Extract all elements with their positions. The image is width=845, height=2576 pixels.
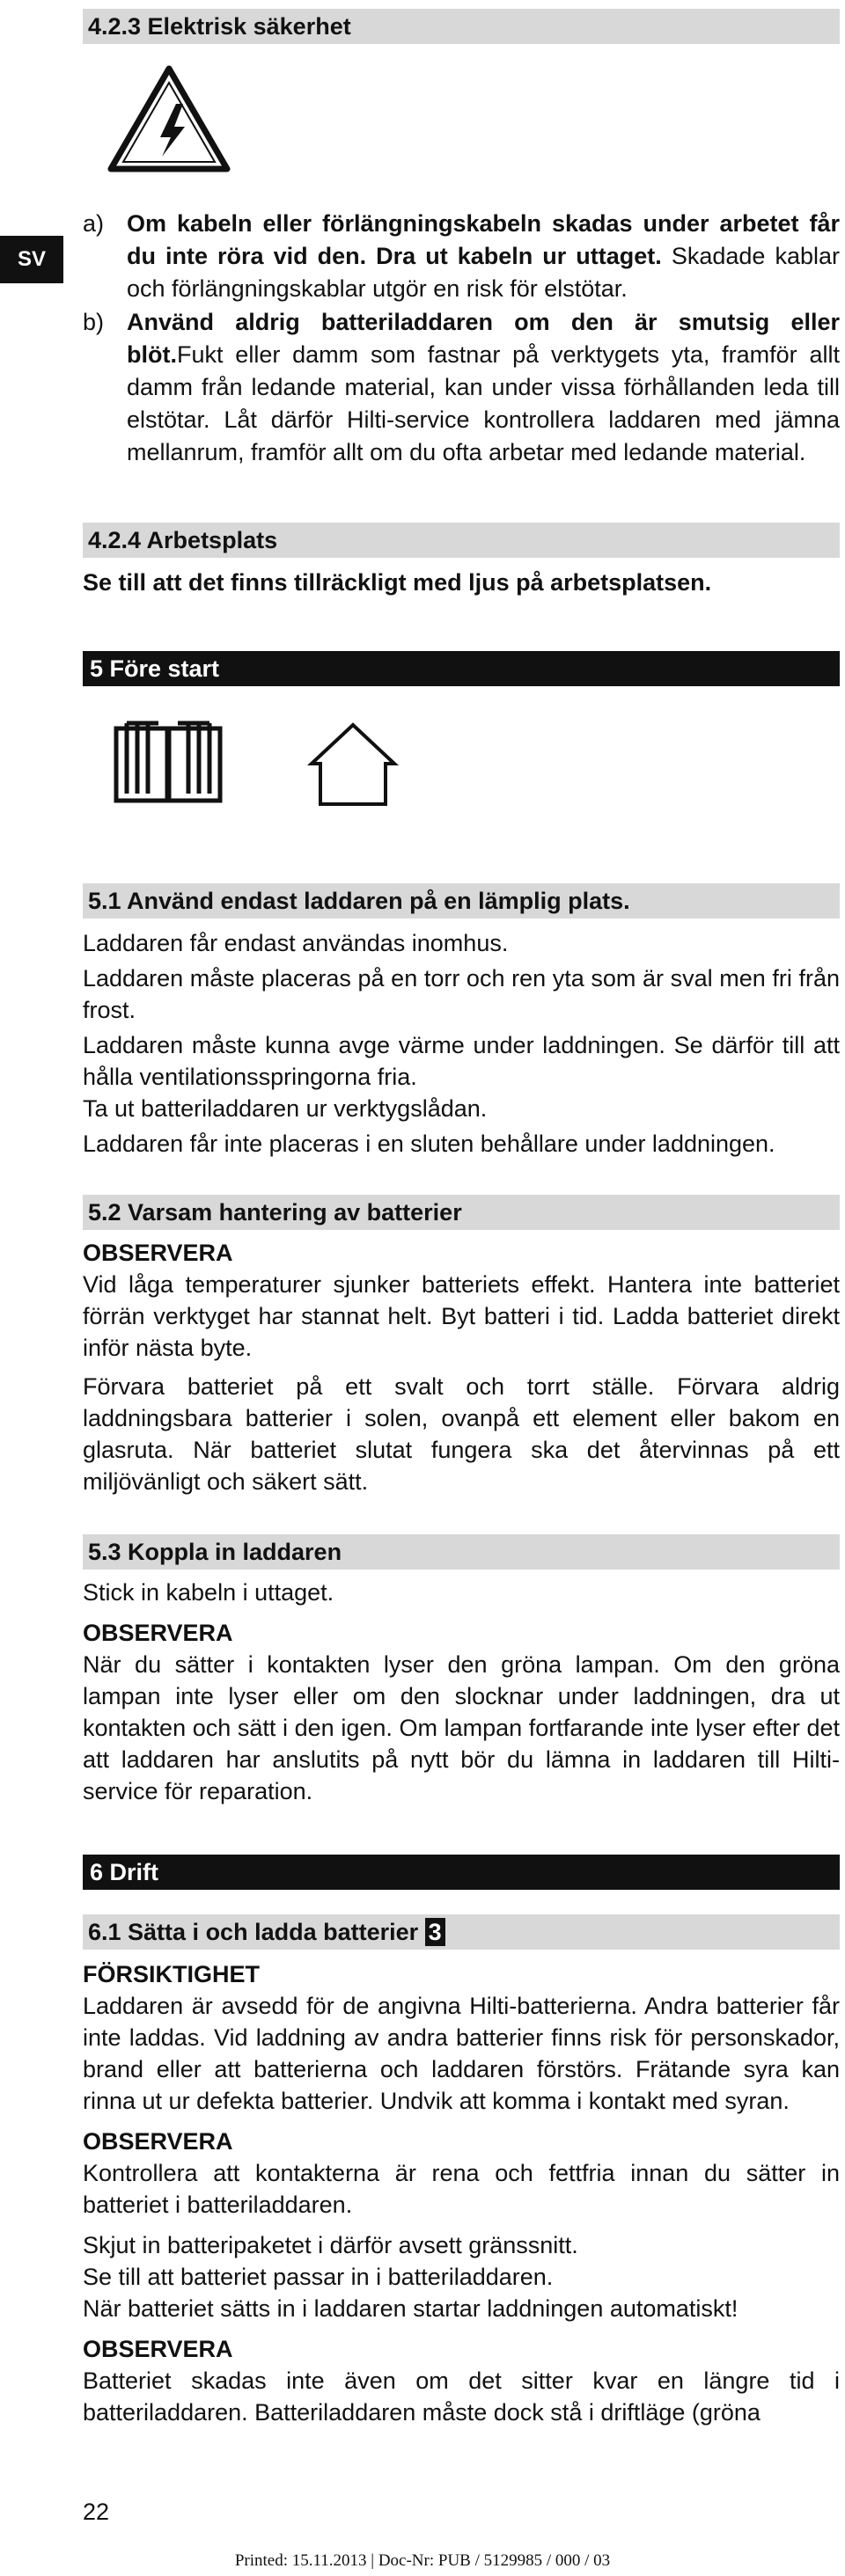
list-body bbox=[127, 208, 840, 305]
caution-title: FÖRSIKTIGHET bbox=[83, 1961, 260, 1987]
list-item-b bbox=[83, 306, 840, 469]
note-title: OBSERVERA bbox=[83, 2128, 233, 2155]
step: Se till att batteriet passar in i batteriladdaren. bbox=[83, 2264, 554, 2290]
list-text: Skadade kablar och förlängningskablar utgör en risk för elstötar. bbox=[127, 243, 840, 302]
chapter-6-heading: 6 Drift bbox=[83, 1855, 840, 1890]
section-6-1-body bbox=[83, 1958, 840, 2428]
step: När batteriet sätts in i laddaren startar laddningen automatiskt! bbox=[83, 2295, 738, 2322]
note-title: OBSERVERA bbox=[83, 2336, 233, 2362]
list-item-a bbox=[83, 208, 840, 305]
section-6-1-heading bbox=[83, 1914, 840, 1950]
paragraph: Laddaren får endast användas inomhus. bbox=[83, 930, 509, 956]
list-text: Fukt eller damm som fastnar på verktygets yta, framför allt damm från ledande material, kan under vissa förhållanden leda till elstötar. Låt därför Hilti-service kontrollera laddaren med jämna mellanrum, framför allt om du ofta arbetar med ledande material. bbox=[127, 341, 840, 465]
electrical-hazard-warning-icon bbox=[107, 65, 231, 172]
paragraph: Laddaren är avsedd för de angivna Hilti-batterierna. Andra batterier får inte laddas. Vid laddning av andra batterier finns risk för personskador, brand eller att batterierna och laddaren förstörs. Frätande syra kan rinna ut ur defekta batterier. Undvik att komma i kontakt med syran. bbox=[83, 1993, 840, 2114]
paragraph: Stick in kabeln i uttaget. bbox=[83, 1579, 334, 1606]
paragraph: Kontrollera att kontakterna är rena och fettfria innan du sätter in batteriet i batteriladdaren. bbox=[83, 2160, 840, 2218]
section-4-2-3-heading: 4.2.3 Elektrisk säkerhet bbox=[83, 9, 840, 44]
list-label: a) bbox=[83, 210, 105, 237]
paragraph: När du sätter i kontakten lyser den gröna lampan. Om den gröna lampan inte lyser eller om den slocknar under laddningen, dra ut kontakten och sätt i den igen. Om lampan fortfarande inte lyser efter det att laddaren har anslutits på nytt bör du lämna in laddaren till Hilti-service för reparation. bbox=[83, 1651, 840, 1804]
read-manual-book-icon bbox=[113, 720, 224, 808]
list-body bbox=[127, 306, 840, 469]
step: Skjut in batteripaketet i därför avsett gränssnitt. bbox=[83, 2232, 578, 2258]
print-info: Printed: 15.11.2013 | Doc-Nr: PUB / 5129985 / 000 / 03 bbox=[234, 2551, 611, 2570]
list-bold-text: Använd aldrig batteriladdaren om den är smutsig eller blöt. bbox=[127, 309, 840, 368]
chapter-5-heading: 5 Före start bbox=[83, 651, 840, 686]
section-5-3-body bbox=[83, 1577, 840, 1807]
section-4-2-4-heading: 4.2.4 Arbetsplats bbox=[83, 523, 840, 558]
paragraph: Förvara batteriet på ett svalt och torrt ställe. Förvara aldrig laddningsbara batterier i solen, ovanpå ett element eller bakom en glasruta. När batteriet slutat fungera ska det återvinnas på ett miljövänligt och säkert sätt. bbox=[83, 1373, 840, 1495]
paragraph: Laddaren måste kunna avge värme under laddningen. Se därför till att hålla ventilationsspringorna fria. bbox=[83, 1032, 840, 1090]
paragraph: Vid låga temperaturer sjunker batteriets effekt. Hantera inte batteriet förrän verktyget har stannat helt. Byt batteri i tid. Ladda batteriet direkt inför nästa byte. bbox=[83, 1271, 840, 1361]
list-label: b) bbox=[83, 309, 105, 335]
section-5-1-body bbox=[83, 927, 840, 1160]
paragraph: Ta ut batteriladdaren ur verktygslådan. bbox=[83, 1095, 488, 1122]
indoor-use-house-icon bbox=[305, 720, 401, 808]
section-5-2-heading: 5.2 Varsam hantering av batterier bbox=[83, 1195, 840, 1230]
figure-reference-badge: 3 bbox=[425, 1918, 445, 1946]
section-5-3-heading: 5.3 Koppla in laddaren bbox=[83, 1534, 840, 1570]
paragraph: Laddaren måste placeras på en torr och ren yta som är sval men fri från frost. bbox=[83, 965, 840, 1023]
section-5-1-heading: 5.1 Använd endast laddaren på en lämplig plats. bbox=[83, 883, 840, 918]
language-tab-sv: SV bbox=[0, 236, 63, 283]
paragraph: Batteriet skadas inte även om det sitter kvar en längre tid i batteriladdaren. Batteriladdaren måste dock stå i driftläge (gröna bbox=[83, 2367, 840, 2426]
section-5-2-body bbox=[83, 1237, 840, 1497]
page-number: 22 bbox=[83, 2499, 110, 2525]
paragraph: Laddaren får inte placeras i en sluten behållare under laddningen. bbox=[83, 1131, 775, 1157]
list-bold-text: Om kabeln eller förlängningskabeln skadas under arbetet får du inte röra vid den. Dra ut kabeln ur uttaget. bbox=[127, 210, 840, 269]
note-title: OBSERVERA bbox=[83, 1620, 233, 1646]
section-4-2-4-text: Se till att det finns tillräckligt med ljus på arbetsplatsen. bbox=[83, 569, 712, 596]
section-6-1-title: 6.1 Sätta i och ladda batterier bbox=[88, 1919, 419, 1945]
note-title: OBSERVERA bbox=[83, 1240, 233, 1266]
